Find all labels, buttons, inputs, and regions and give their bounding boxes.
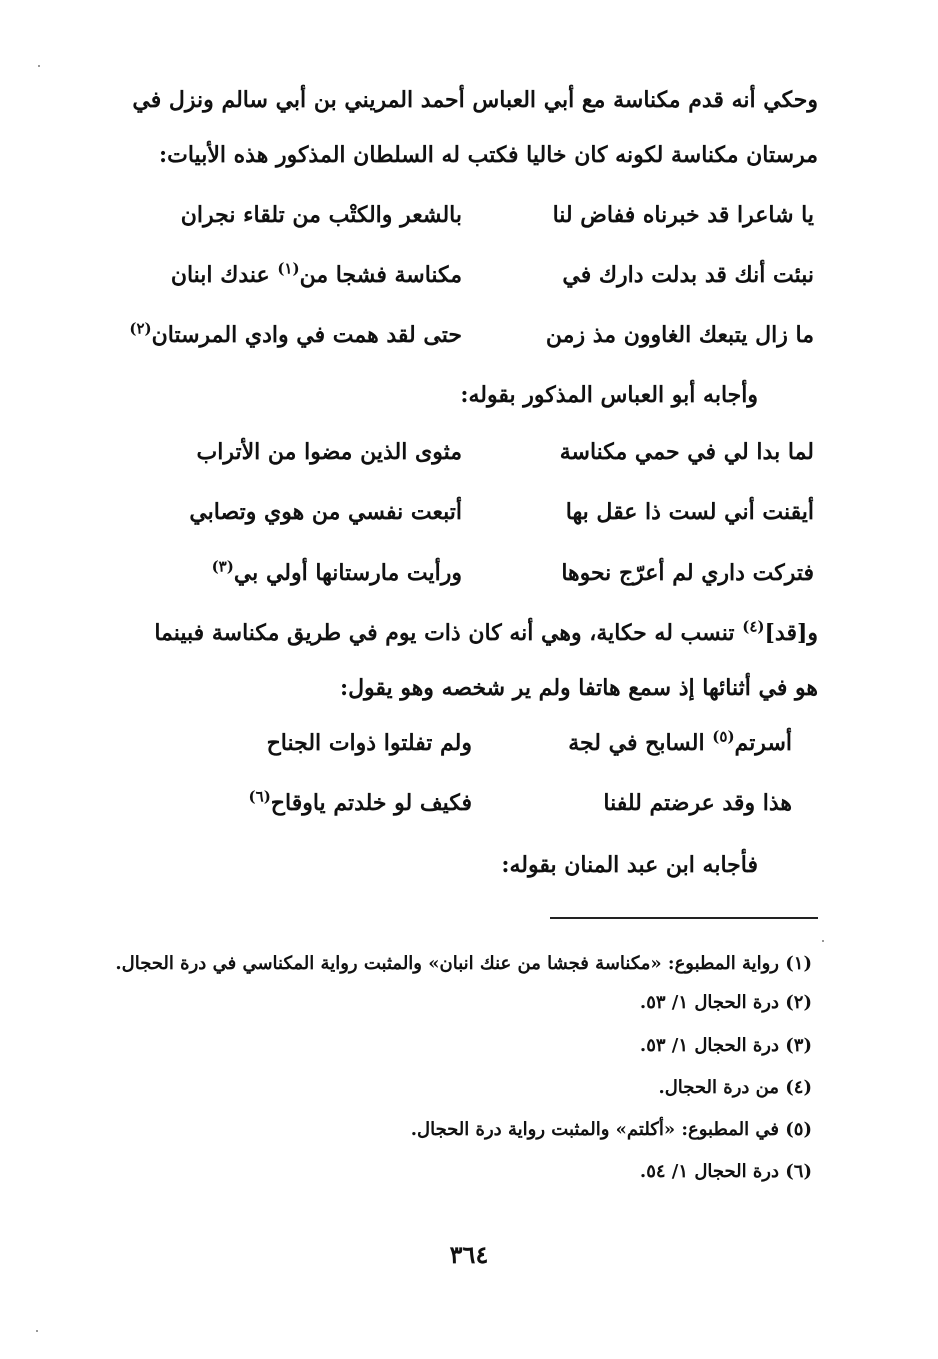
paragraph-line: هو في أثنائها إذ سمع هاتفا ولم ير شخصه وهو يقول: <box>339 675 818 701</box>
footnote-marker: (١) <box>277 259 300 278</box>
verse-hemistich-right: ما زال يتبعك الغاوون مذ زمن <box>545 322 814 348</box>
verse-line <box>118 492 818 532</box>
scan-speck <box>822 940 824 942</box>
verse-hemistich-right <box>462 723 792 763</box>
footnote: (٣) درة الحجال ١/ ٥٣. <box>639 1035 812 1056</box>
verse-text: أسرتم <box>734 730 792 756</box>
verse-hemistich-left: بالشعر والكتْب من تلقاء نجران <box>180 202 462 228</box>
verse-text: مكناسة فشجا من <box>299 262 462 288</box>
verse-hemistich-right: لما بدا لي في حمي مكناسة <box>559 439 814 465</box>
footnote: (٢) درة الحجال ١/ ٥٣. <box>639 992 812 1013</box>
footnote-marker: (٢) <box>129 319 152 338</box>
footnote-marker: (٤) <box>742 617 765 636</box>
verse-hemistich-right: فتركت داري لم أعرّج نحوها <box>561 560 814 586</box>
verse-hemistich-right: نبئت أنك قد بدلت دارك في <box>562 262 814 288</box>
footnote-marker: (٦) <box>248 787 271 806</box>
paragraph-text: تنسب له حكاية، وهي أنه كان ذات يوم في طريق مكناسة فبينما <box>154 620 743 646</box>
footnote: (٦) درة الحجال ١/ ٥٤. <box>639 1161 812 1182</box>
verse-hemistich-right: هذا وقد عرضتم للفنا <box>603 790 792 816</box>
verse-intro: وأجابه أبو العباس المذكور بقوله: <box>460 382 758 408</box>
verse-line <box>118 723 818 763</box>
verse-line <box>118 195 818 235</box>
verse-line <box>118 432 818 472</box>
verse-hemistich-left: مثوى الذين مضوا من الأتراب <box>196 439 462 465</box>
footnote: (٤) من درة الحجال. <box>658 1077 812 1098</box>
verse-hemistich-right: يا شاعرا قد خبرناه ففاض لنا <box>552 202 814 228</box>
verse-text: عندك ابنان <box>170 262 278 288</box>
verse-hemistich-left <box>132 783 472 823</box>
verse-hemistich-right: أيقنت أني لست ذا عقل بها <box>565 499 814 525</box>
paragraph-line <box>118 618 818 648</box>
verse-line <box>118 553 818 593</box>
verse-hemistich-left <box>122 315 462 355</box>
paragraph-line: وحكي أنه قدم مكناسة مع أبي العباس أحمد المريني بن أبي سالم ونزل في <box>132 87 818 113</box>
scan-speck <box>36 1330 38 1332</box>
verse-text: ورأيت مارستانها أولي بي <box>233 560 462 586</box>
paragraph-text: و[قد] <box>764 620 818 646</box>
footnote-marker: (٥) <box>712 727 735 746</box>
verse-intro: فأجابه ابن عبد المنان بقوله: <box>501 852 758 878</box>
page-number: ٣٦٤ <box>449 1240 489 1269</box>
verse-hemistich-left: أتبعت نفسي من هوي وتصابي <box>189 499 462 525</box>
verse-text: السابح في لجة <box>568 730 713 756</box>
verse-text: فكيف لو خلدتم ياوقاح <box>270 790 472 816</box>
footnote: (١) رواية المطبوع: «مكناسة فجشا من عنك انبان» والمثبت رواية المكناسي في درة الحجال. <box>115 953 812 974</box>
verse-line <box>118 783 818 823</box>
footnote-marker: (٣) <box>211 557 234 576</box>
verse-text: حتى لقد همت في وادي المرستان <box>151 322 462 348</box>
footnote: (٥) في المطبوع: «أكلتم» والمثبت رواية درة الحجال. <box>410 1119 812 1140</box>
verse-line <box>118 255 818 295</box>
verse-line <box>118 315 818 355</box>
verse-hemistich-left <box>122 553 462 593</box>
verse-hemistich-left: ولم تفلتوا ذوات الجناح <box>266 730 472 756</box>
verse-hemistich-left <box>122 255 462 295</box>
footnote-separator <box>550 917 818 919</box>
scan-speck <box>38 65 40 67</box>
paragraph-line: مرستان مكناسة لكونه كان خاليا فكتب له السلطان المذكور هذه الأبيات: <box>159 142 818 168</box>
